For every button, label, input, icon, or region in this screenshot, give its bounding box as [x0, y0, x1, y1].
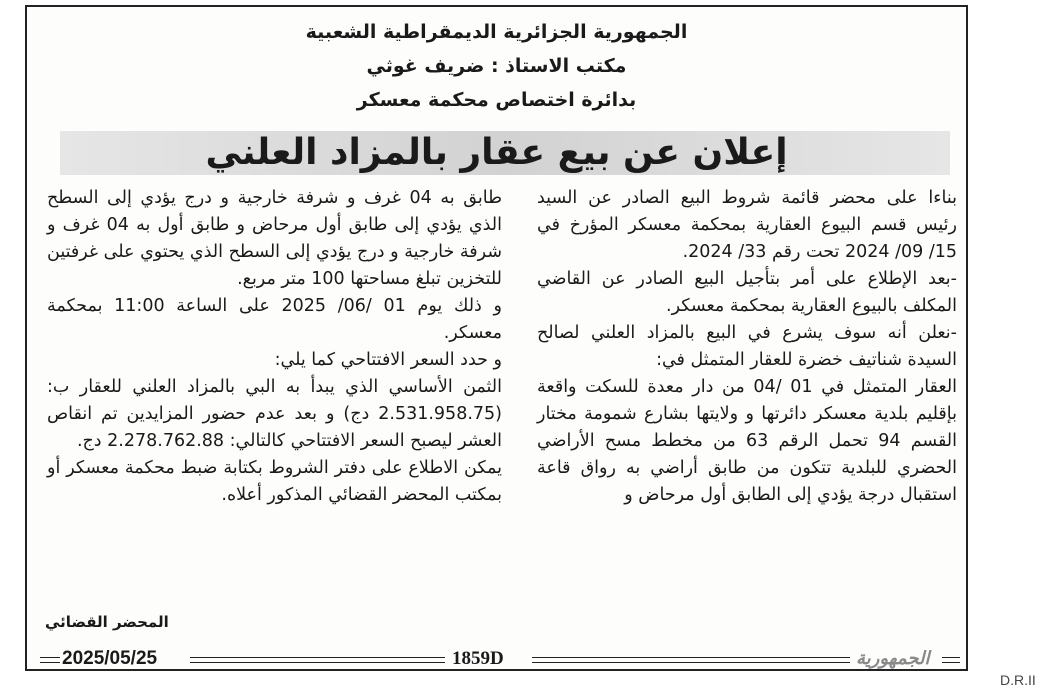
bailiff-office: مكتب الاستاذ : ضريف غوثي	[366, 55, 627, 77]
notice-header	[27, 15, 966, 117]
newspaper-logo: الجمهورية	[856, 648, 930, 669]
publication-date: 2025/05/25	[62, 648, 158, 669]
page-footer	[30, 648, 970, 672]
issue-code: 1859D	[452, 648, 504, 669]
footer-rule	[532, 657, 850, 663]
notice-frame	[25, 5, 968, 671]
corner-fragment: D.R.II	[1000, 672, 1036, 688]
notice-title: إعلان عن بيع عقار بالمزاد العلني	[205, 132, 788, 173]
footer-rule	[190, 657, 445, 663]
republic-name: الجمهورية الجزائرية الديمقراطية الشعبية	[305, 21, 688, 43]
signer-label: المحضر القضائي	[45, 613, 169, 631]
court-jurisdiction: بدائرة اختصاص محكمة معسكر	[356, 89, 637, 111]
left-column-text: طابق به 04 غرف و شرفة خارجية و درج يؤدي إلى السطح الذي يؤدي إلى طابق أول مرحاض و طابق أول به 04 غرف و شرفة خارجية و درج يؤدي إلى السطح الذي يحتوي على غرفتين للتخزين تبلغ مساحتها 100 متر مربع. و ذلك يوم 01 /06/ 2025 على الساعة 11:00 بمحكمة معسكر. و حدد السعر الافتتاحي كما يلي: الثمن الأساسي الذي يبدأ به البي بالمزاد العلني للعقار ب: (2.531.958.75 دج) و بعد عدم حضور المزايدين تم انقاص العشر ليصبح السعر الافتتاحي كالتالي: 2.278.762.88 دج. يمكن الاطلاع على دفتر الشروط بكتابة ضبط محكمة معسكر أو بمكتب المحضر القضائي المذكور أعلاه.	[47, 188, 502, 505]
footer-rule	[40, 657, 60, 663]
footer-rule	[942, 657, 960, 663]
right-column-text: بناءا على محضر قائمة شروط البيع الصادر عن السيد رئيس قسم البيوع العقارية بمحكمة معسكر المؤرخ في 15/ 09/ 2024 تحت رقم 33/ 2024. -بعد الإطلاع على أمر بتأجيل البيع الصادر عن القاضي المكلف بالبيوع العقارية بمحكمة معسكر. -نعلن أنه سوف يشرع في البيع بالمزاد العلني لصالح السيدة شناتيف خضرة للعقار المتمثل في: العقار المتمثل في 01 /04 من دار معدة للسكت واقعة بإقليم بلدية معسكر دائرتها و ولايتها بشارع شمومة مختار القسم 94 تحمل الرقم 63 من مخطط مسح الأراضي الحضري للبلدية تتكون من طابق أراضي به رواق قاعة استقبال درجة يؤدي إلى الطابق أول مرحاض و	[537, 188, 958, 505]
